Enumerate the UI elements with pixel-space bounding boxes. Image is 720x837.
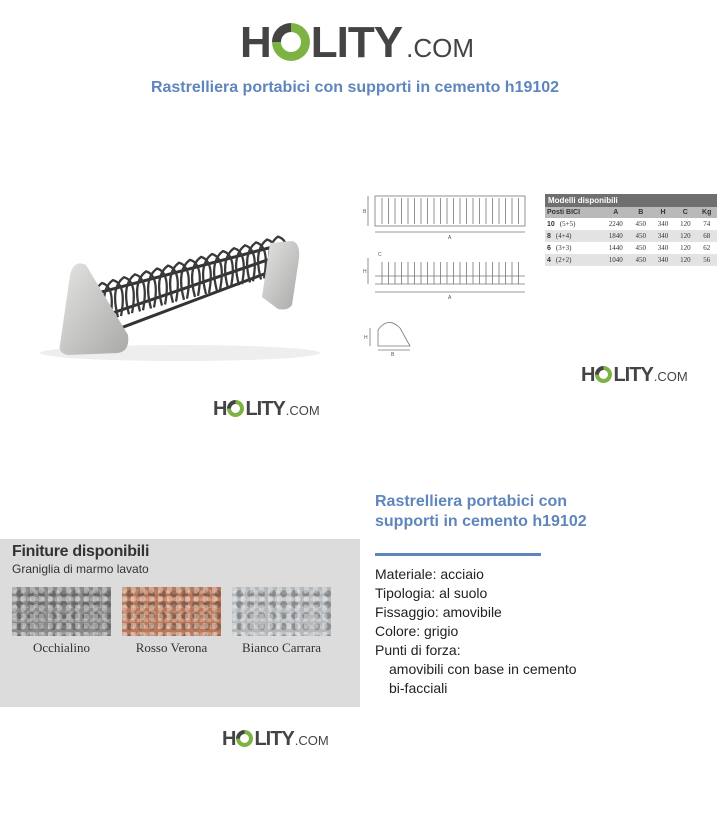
rack-loop bbox=[214, 251, 233, 291]
finishes-panel bbox=[0, 539, 360, 707]
spec-color: Colore: grigio bbox=[375, 623, 459, 639]
dim-c-label: C bbox=[378, 252, 382, 258]
strength-item: bi-facciali bbox=[389, 680, 448, 696]
technical-drawings bbox=[360, 188, 540, 358]
logo-o-icon bbox=[227, 400, 244, 417]
logo-o-icon bbox=[236, 730, 253, 747]
finishes-subheading: Graniglia di marmo lavato bbox=[12, 562, 149, 576]
spec-fixing: Fissaggio: amovibile bbox=[375, 604, 502, 620]
strength-item: amovibili con base in cemento bbox=[389, 661, 577, 677]
dim-b-label: B bbox=[363, 209, 367, 215]
spec-type: Tipologia: al suolo bbox=[375, 585, 488, 601]
col-header: Kg bbox=[696, 207, 717, 218]
col-header: C bbox=[674, 207, 696, 218]
logo-o-icon bbox=[272, 23, 310, 61]
spec-material: Materiale: acciaio bbox=[375, 566, 484, 582]
page-title: Rastrelliera portabici con supporti in cemento h19102 bbox=[150, 79, 560, 96]
divider bbox=[375, 553, 541, 556]
col-header: Posti BICI bbox=[545, 207, 602, 218]
rack-loop bbox=[170, 263, 189, 303]
col-header: B bbox=[630, 207, 652, 218]
rack-loop bbox=[137, 271, 156, 311]
col-header: A bbox=[602, 207, 630, 218]
table-row: 6 (3+3) 1440 450 340 120 62 bbox=[545, 242, 717, 254]
swatch-rosso-verona bbox=[122, 587, 221, 636]
swatch-occhialino bbox=[12, 587, 111, 636]
holity-logo-small: H LITY .COM bbox=[213, 398, 320, 420]
table-row: 8 (4+4) 1840 450 340 120 68 bbox=[545, 230, 717, 242]
holity-logo[interactable]: H LITY .COM bbox=[240, 18, 474, 67]
description-title: Rastrelliera portabici con supporti in cemento h19102 bbox=[375, 493, 587, 530]
models-table bbox=[545, 194, 717, 266]
rack-loop bbox=[159, 266, 178, 306]
finishes-heading: Finiture disponibili bbox=[12, 543, 150, 560]
swatch-label: Occhialino bbox=[32, 640, 91, 655]
table-row: 4 (2+2) 1040 450 340 120 56 bbox=[545, 254, 717, 266]
rack-loop bbox=[148, 269, 167, 309]
dim-h-label: H bbox=[363, 269, 367, 275]
holity-logo-small: H LITY .COM bbox=[222, 728, 329, 750]
table-row: 10 (5+5) 2240 450 340 120 74 bbox=[545, 218, 717, 230]
swatch-label: Bianco Carrara bbox=[241, 640, 322, 655]
spec-strengths-label: Punti di forza: bbox=[375, 642, 461, 658]
dim-a-label: A bbox=[448, 235, 452, 241]
holity-logo-small: H LITY .COM bbox=[581, 364, 688, 386]
col-header: H bbox=[652, 207, 674, 218]
dim-b-label-2: B bbox=[391, 352, 395, 358]
rack-loop bbox=[192, 257, 211, 297]
logo-o-icon bbox=[595, 366, 612, 383]
swatch-label: Rosso Verona bbox=[135, 640, 208, 655]
product-photo bbox=[30, 225, 330, 370]
swatch-bianco-carrara bbox=[232, 587, 331, 636]
models-table-caption: Modelli disponibili bbox=[545, 194, 717, 207]
rack-loop bbox=[181, 260, 200, 300]
rack-loop bbox=[203, 254, 222, 294]
dim-a-label-2: A bbox=[448, 295, 452, 301]
dim-h-label-2: H bbox=[364, 335, 368, 341]
